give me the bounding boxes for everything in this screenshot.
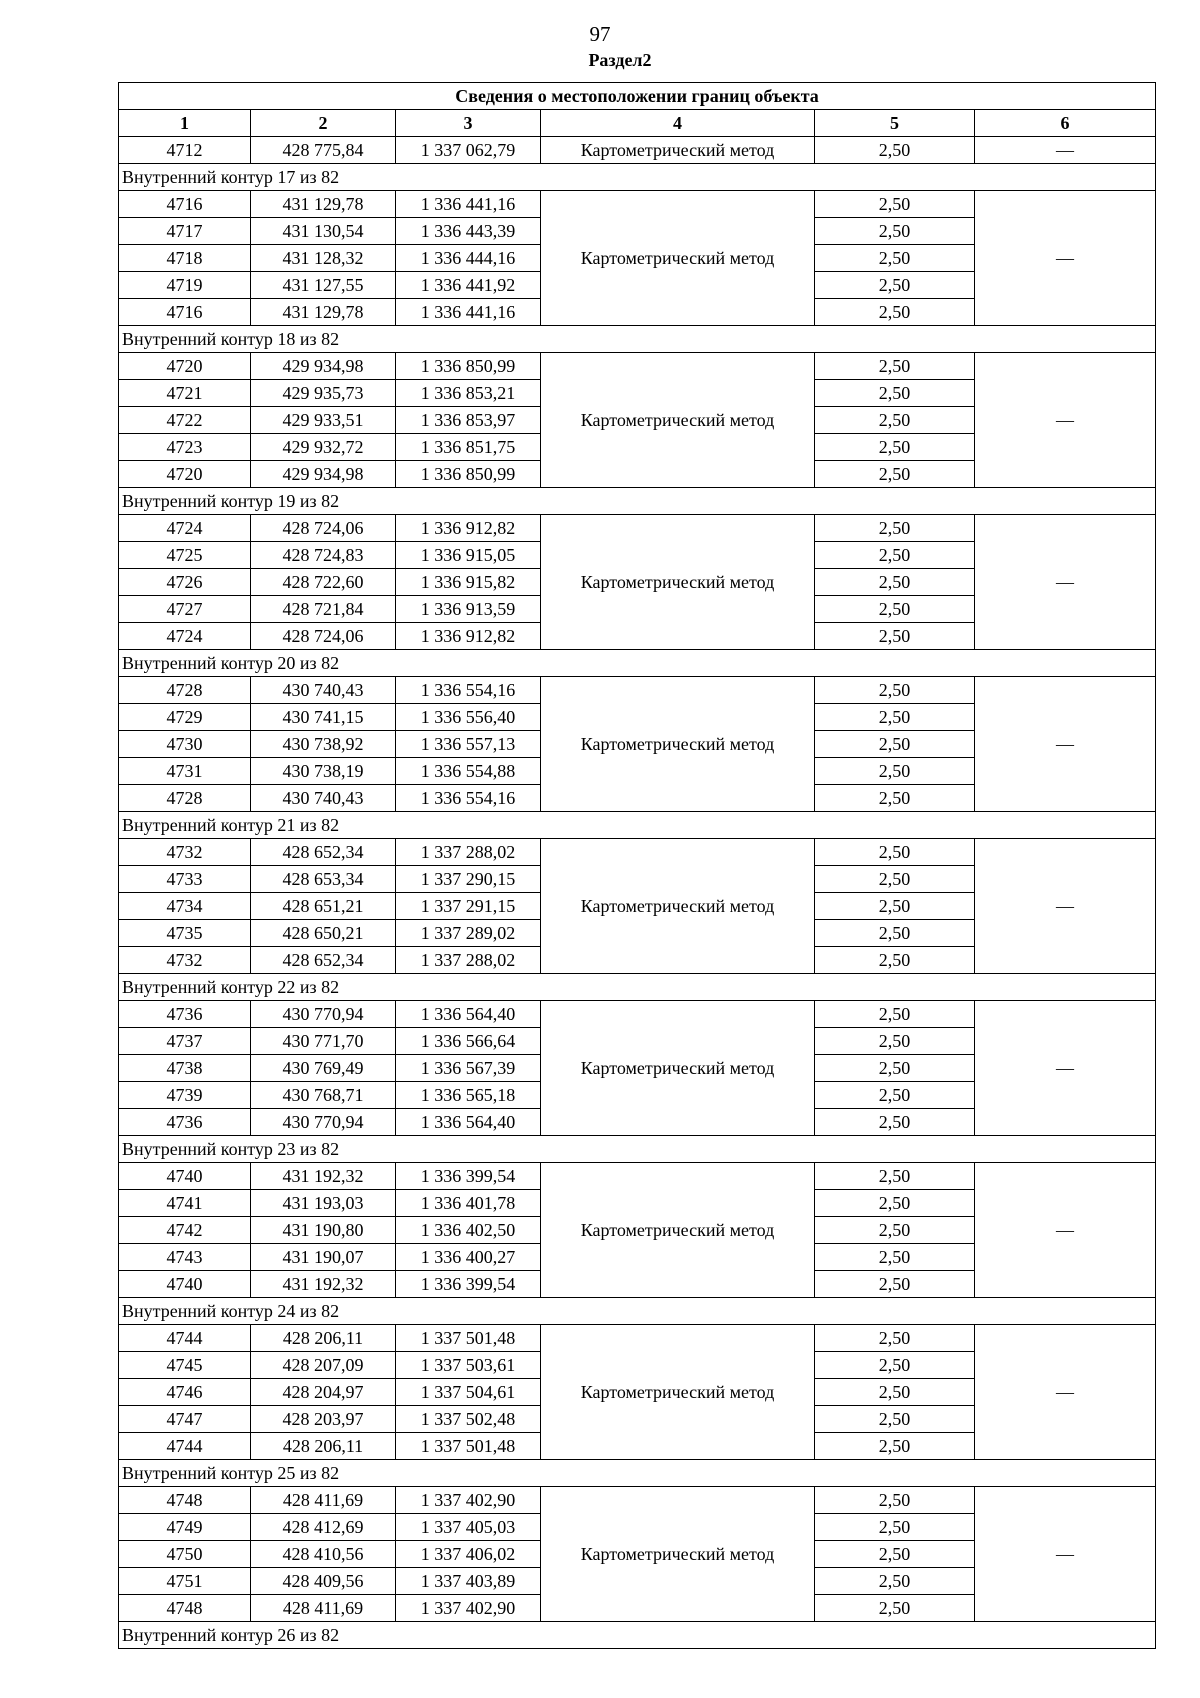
x-coordinate-cell: 430 770,94	[251, 1001, 396, 1028]
contour-label: Внутренний контур 20 из 82	[119, 650, 1156, 677]
contour-row	[119, 488, 1156, 515]
point-number-cell: 4725	[119, 542, 251, 569]
y-coordinate-cell: 1 336 399,54	[396, 1271, 541, 1298]
boundary-coordinates-table	[118, 82, 1156, 1649]
accuracy-cell: 2,50	[815, 245, 975, 272]
contour-row	[119, 812, 1156, 839]
x-coordinate-cell: 428 722,60	[251, 569, 396, 596]
y-coordinate-cell: 1 336 441,92	[396, 272, 541, 299]
method-cell: Картометрический метод	[541, 677, 815, 812]
x-coordinate-cell: 430 738,92	[251, 731, 396, 758]
contour-row	[119, 1460, 1156, 1487]
x-coordinate-cell: 431 128,32	[251, 245, 396, 272]
column-number: 6	[975, 110, 1156, 137]
accuracy-cell: 2,50	[815, 515, 975, 542]
y-coordinate-cell: 1 336 912,82	[396, 623, 541, 650]
table-row	[119, 677, 1156, 704]
point-number-cell: 4741	[119, 1190, 251, 1217]
section-title: Раздел2	[588, 50, 652, 70]
table-row	[119, 353, 1156, 380]
table-row	[119, 191, 1156, 218]
accuracy-cell: 2,50	[815, 1568, 975, 1595]
column-number: 5	[815, 110, 975, 137]
contour-label: Внутренний контур 25 из 82	[119, 1460, 1156, 1487]
accuracy-cell: 2,50	[815, 1595, 975, 1622]
y-coordinate-cell: 1 336 912,82	[396, 515, 541, 542]
y-coordinate-cell: 1 336 556,40	[396, 704, 541, 731]
accuracy-cell: 2,50	[815, 218, 975, 245]
y-coordinate-cell: 1 336 554,88	[396, 758, 541, 785]
x-coordinate-cell: 428 721,84	[251, 596, 396, 623]
accuracy-cell: 2,50	[815, 1190, 975, 1217]
method-cell: Картометрический метод	[541, 137, 815, 164]
table-caption: Сведения о местоположении границ объекта	[119, 83, 1156, 110]
accuracy-cell: 2,50	[815, 1109, 975, 1136]
accuracy-cell: 2,50	[815, 1433, 975, 1460]
x-coordinate-cell: 428 409,56	[251, 1568, 396, 1595]
point-number-cell: 4729	[119, 704, 251, 731]
y-coordinate-cell: 1 336 444,16	[396, 245, 541, 272]
contour-label: Внутренний контур 23 из 82	[119, 1136, 1156, 1163]
column-6-cell: —	[975, 1001, 1156, 1136]
method-cell: Картометрический метод	[541, 1325, 815, 1460]
x-coordinate-cell: 428 203,97	[251, 1406, 396, 1433]
accuracy-cell: 2,50	[815, 1379, 975, 1406]
y-coordinate-cell: 1 336 915,82	[396, 569, 541, 596]
point-number-cell: 4723	[119, 434, 251, 461]
y-coordinate-cell: 1 337 290,15	[396, 866, 541, 893]
point-number-cell: 4736	[119, 1001, 251, 1028]
point-number-cell: 4751	[119, 1568, 251, 1595]
contour-label: Внутренний контур 18 из 82	[119, 326, 1156, 353]
column-6-cell: —	[975, 515, 1156, 650]
accuracy-cell: 2,50	[815, 758, 975, 785]
y-coordinate-cell: 1 336 554,16	[396, 677, 541, 704]
point-number-cell: 4720	[119, 353, 251, 380]
y-coordinate-cell: 1 337 288,02	[396, 947, 541, 974]
column-number-row	[119, 110, 1156, 137]
point-number-cell: 4716	[119, 299, 251, 326]
x-coordinate-cell: 430 741,15	[251, 704, 396, 731]
point-number-cell: 4738	[119, 1055, 251, 1082]
accuracy-cell: 2,50	[815, 623, 975, 650]
y-coordinate-cell: 1 337 504,61	[396, 1379, 541, 1406]
y-coordinate-cell: 1 336 400,27	[396, 1244, 541, 1271]
column-6-cell: —	[975, 353, 1156, 488]
x-coordinate-cell: 430 770,94	[251, 1109, 396, 1136]
table-row	[119, 1001, 1156, 1028]
point-number-cell: 4730	[119, 731, 251, 758]
x-coordinate-cell: 431 129,78	[251, 299, 396, 326]
accuracy-cell: 2,50	[815, 947, 975, 974]
table-row	[119, 839, 1156, 866]
y-coordinate-cell: 1 337 291,15	[396, 893, 541, 920]
accuracy-cell: 2,50	[815, 1055, 975, 1082]
accuracy-cell: 2,50	[815, 1163, 975, 1190]
accuracy-cell: 2,50	[815, 731, 975, 758]
accuracy-cell: 2,50	[815, 1352, 975, 1379]
y-coordinate-cell: 1 337 501,48	[396, 1325, 541, 1352]
point-number-cell: 4739	[119, 1082, 251, 1109]
accuracy-cell: 2,50	[815, 407, 975, 434]
x-coordinate-cell: 429 934,98	[251, 461, 396, 488]
x-coordinate-cell: 429 933,51	[251, 407, 396, 434]
accuracy-cell: 2,50	[815, 299, 975, 326]
point-number-cell: 4718	[119, 245, 251, 272]
column-6-cell: —	[975, 1163, 1156, 1298]
point-number-cell: 4719	[119, 272, 251, 299]
column-6-cell: —	[975, 677, 1156, 812]
method-cell: Картометрический метод	[541, 515, 815, 650]
point-number-cell: 4733	[119, 866, 251, 893]
point-number-cell: 4712	[119, 137, 251, 164]
point-number-cell: 4732	[119, 947, 251, 974]
y-coordinate-cell: 1 337 502,48	[396, 1406, 541, 1433]
point-number-cell: 4722	[119, 407, 251, 434]
accuracy-cell: 2,50	[815, 137, 975, 164]
y-coordinate-cell: 1 336 915,05	[396, 542, 541, 569]
point-number-cell: 4731	[119, 758, 251, 785]
accuracy-cell: 2,50	[815, 1487, 975, 1514]
contour-row	[119, 164, 1156, 191]
point-number-cell: 4728	[119, 677, 251, 704]
x-coordinate-cell: 428 652,34	[251, 947, 396, 974]
x-coordinate-cell: 428 411,69	[251, 1595, 396, 1622]
accuracy-cell: 2,50	[815, 1514, 975, 1541]
method-cell: Картометрический метод	[541, 839, 815, 974]
y-coordinate-cell: 1 336 850,99	[396, 353, 541, 380]
contour-label: Внутренний контур 19 из 82	[119, 488, 1156, 515]
x-coordinate-cell: 431 190,07	[251, 1244, 396, 1271]
accuracy-cell: 2,50	[815, 893, 975, 920]
accuracy-cell: 2,50	[815, 1325, 975, 1352]
column-number: 1	[119, 110, 251, 137]
point-number-cell: 4743	[119, 1244, 251, 1271]
y-coordinate-cell: 1 336 401,78	[396, 1190, 541, 1217]
accuracy-cell: 2,50	[815, 569, 975, 596]
x-coordinate-cell: 431 130,54	[251, 218, 396, 245]
x-coordinate-cell: 431 193,03	[251, 1190, 396, 1217]
point-number-cell: 4720	[119, 461, 251, 488]
method-cell: Картометрический метод	[541, 1001, 815, 1136]
point-number-cell: 4724	[119, 623, 251, 650]
accuracy-cell: 2,50	[815, 1217, 975, 1244]
point-number-cell: 4746	[119, 1379, 251, 1406]
accuracy-cell: 2,50	[815, 1082, 975, 1109]
point-number-cell: 4736	[119, 1109, 251, 1136]
accuracy-cell: 2,50	[815, 272, 975, 299]
point-number-cell: 4744	[119, 1433, 251, 1460]
y-coordinate-cell: 1 337 503,61	[396, 1352, 541, 1379]
x-coordinate-cell: 429 934,98	[251, 353, 396, 380]
accuracy-cell: 2,50	[815, 866, 975, 893]
y-coordinate-cell: 1 336 853,21	[396, 380, 541, 407]
accuracy-cell: 2,50	[815, 542, 975, 569]
column-6-cell: —	[975, 1487, 1156, 1622]
contour-row	[119, 650, 1156, 677]
accuracy-cell: 2,50	[815, 839, 975, 866]
x-coordinate-cell: 428 724,06	[251, 623, 396, 650]
table-row	[119, 1163, 1156, 1190]
point-number-cell: 4744	[119, 1325, 251, 1352]
y-coordinate-cell: 1 336 557,13	[396, 731, 541, 758]
y-coordinate-cell: 1 336 564,40	[396, 1001, 541, 1028]
contour-label: Внутренний контур 24 из 82	[119, 1298, 1156, 1325]
point-number-cell: 4734	[119, 893, 251, 920]
column-6-cell: —	[975, 1325, 1156, 1460]
point-number-cell: 4745	[119, 1352, 251, 1379]
table-row	[119, 1325, 1156, 1352]
y-coordinate-cell: 1 337 501,48	[396, 1433, 541, 1460]
point-number-cell: 4740	[119, 1271, 251, 1298]
column-6-cell: —	[975, 839, 1156, 974]
table-body	[119, 83, 1156, 1649]
y-coordinate-cell: 1 336 851,75	[396, 434, 541, 461]
method-cell: Картометрический метод	[541, 191, 815, 326]
y-coordinate-cell: 1 336 913,59	[396, 596, 541, 623]
x-coordinate-cell: 428 206,11	[251, 1433, 396, 1460]
x-coordinate-cell: 430 771,70	[251, 1028, 396, 1055]
x-coordinate-cell: 428 653,34	[251, 866, 396, 893]
y-coordinate-cell: 1 336 443,39	[396, 218, 541, 245]
x-coordinate-cell: 431 129,78	[251, 191, 396, 218]
contour-label: Внутренний контур 17 из 82	[119, 164, 1156, 191]
accuracy-cell: 2,50	[815, 1406, 975, 1433]
accuracy-cell: 2,50	[815, 353, 975, 380]
column-number: 2	[251, 110, 396, 137]
x-coordinate-cell: 429 932,72	[251, 434, 396, 461]
x-coordinate-cell: 431 190,80	[251, 1217, 396, 1244]
accuracy-cell: 2,50	[815, 704, 975, 731]
point-number-cell: 4717	[119, 218, 251, 245]
accuracy-cell: 2,50	[815, 677, 975, 704]
contour-label: Внутренний контур 21 из 82	[119, 812, 1156, 839]
table-row	[119, 137, 1156, 164]
accuracy-cell: 2,50	[815, 920, 975, 947]
y-coordinate-cell: 1 337 288,02	[396, 839, 541, 866]
x-coordinate-cell: 431 192,32	[251, 1163, 396, 1190]
column-number: 4	[541, 110, 815, 137]
x-coordinate-cell: 428 650,21	[251, 920, 396, 947]
point-number-cell: 4735	[119, 920, 251, 947]
x-coordinate-cell: 430 769,49	[251, 1055, 396, 1082]
x-coordinate-cell: 428 652,34	[251, 839, 396, 866]
accuracy-cell: 2,50	[815, 1028, 975, 1055]
column-number: 3	[396, 110, 541, 137]
contour-row	[119, 974, 1156, 1001]
x-coordinate-cell: 431 192,32	[251, 1271, 396, 1298]
accuracy-cell: 2,50	[815, 1271, 975, 1298]
accuracy-cell: 2,50	[815, 461, 975, 488]
y-coordinate-cell: 1 336 850,99	[396, 461, 541, 488]
y-coordinate-cell: 1 336 566,64	[396, 1028, 541, 1055]
y-coordinate-cell: 1 337 406,02	[396, 1541, 541, 1568]
point-number-cell: 4728	[119, 785, 251, 812]
point-number-cell: 4748	[119, 1487, 251, 1514]
accuracy-cell: 2,50	[815, 785, 975, 812]
x-coordinate-cell: 429 935,73	[251, 380, 396, 407]
y-coordinate-cell: 1 336 565,18	[396, 1082, 541, 1109]
accuracy-cell: 2,50	[815, 380, 975, 407]
point-number-cell: 4750	[119, 1541, 251, 1568]
y-coordinate-cell: 1 337 289,02	[396, 920, 541, 947]
y-coordinate-cell: 1 336 564,40	[396, 1109, 541, 1136]
x-coordinate-cell: 430 740,43	[251, 785, 396, 812]
point-number-cell: 4747	[119, 1406, 251, 1433]
point-number-cell: 4740	[119, 1163, 251, 1190]
table-row	[119, 1487, 1156, 1514]
y-coordinate-cell: 1 336 402,50	[396, 1217, 541, 1244]
y-coordinate-cell: 1 336 853,97	[396, 407, 541, 434]
y-coordinate-cell: 1 337 402,90	[396, 1487, 541, 1514]
point-number-cell: 4732	[119, 839, 251, 866]
x-coordinate-cell: 428 206,11	[251, 1325, 396, 1352]
contour-label: Внутренний контур 22 из 82	[119, 974, 1156, 1001]
x-coordinate-cell: 428 207,09	[251, 1352, 396, 1379]
x-coordinate-cell: 428 412,69	[251, 1514, 396, 1541]
method-cell: Картометрический метод	[541, 1487, 815, 1622]
point-number-cell: 4737	[119, 1028, 251, 1055]
accuracy-cell: 2,50	[815, 1244, 975, 1271]
point-number-cell: 4721	[119, 380, 251, 407]
contour-label: Внутренний контур 26 из 82	[119, 1622, 1156, 1649]
x-coordinate-cell: 430 738,19	[251, 758, 396, 785]
x-coordinate-cell: 428 204,97	[251, 1379, 396, 1406]
x-coordinate-cell: 428 411,69	[251, 1487, 396, 1514]
accuracy-cell: 2,50	[815, 1541, 975, 1568]
y-coordinate-cell: 1 337 402,90	[396, 1595, 541, 1622]
x-coordinate-cell: 431 127,55	[251, 272, 396, 299]
accuracy-cell: 2,50	[815, 434, 975, 461]
y-coordinate-cell: 1 337 062,79	[396, 137, 541, 164]
point-number-cell: 4716	[119, 191, 251, 218]
y-coordinate-cell: 1 336 567,39	[396, 1055, 541, 1082]
table-caption-row	[119, 83, 1156, 110]
x-coordinate-cell: 428 775,84	[251, 137, 396, 164]
point-number-cell: 4727	[119, 596, 251, 623]
y-coordinate-cell: 1 337 403,89	[396, 1568, 541, 1595]
point-number-cell: 4749	[119, 1514, 251, 1541]
method-cell: Картометрический метод	[541, 1163, 815, 1298]
point-number-cell: 4742	[119, 1217, 251, 1244]
y-coordinate-cell: 1 337 405,03	[396, 1514, 541, 1541]
point-number-cell: 4724	[119, 515, 251, 542]
page-number: 97	[589, 22, 611, 46]
y-coordinate-cell: 1 336 441,16	[396, 191, 541, 218]
contour-row	[119, 326, 1156, 353]
x-coordinate-cell: 428 410,56	[251, 1541, 396, 1568]
column-6-cell: —	[975, 137, 1156, 164]
accuracy-cell: 2,50	[815, 191, 975, 218]
y-coordinate-cell: 1 336 554,16	[396, 785, 541, 812]
x-coordinate-cell: 428 651,21	[251, 893, 396, 920]
accuracy-cell: 2,50	[815, 1001, 975, 1028]
x-coordinate-cell: 428 724,06	[251, 515, 396, 542]
method-cell: Картометрический метод	[541, 353, 815, 488]
y-coordinate-cell: 1 336 441,16	[396, 299, 541, 326]
column-6-cell: —	[975, 191, 1156, 326]
contour-row	[119, 1622, 1156, 1649]
contour-row	[119, 1298, 1156, 1325]
x-coordinate-cell: 430 768,71	[251, 1082, 396, 1109]
accuracy-cell: 2,50	[815, 596, 975, 623]
point-number-cell: 4748	[119, 1595, 251, 1622]
x-coordinate-cell: 430 740,43	[251, 677, 396, 704]
x-coordinate-cell: 428 724,83	[251, 542, 396, 569]
contour-row	[119, 1136, 1156, 1163]
point-number-cell: 4726	[119, 569, 251, 596]
y-coordinate-cell: 1 336 399,54	[396, 1163, 541, 1190]
table-row	[119, 515, 1156, 542]
